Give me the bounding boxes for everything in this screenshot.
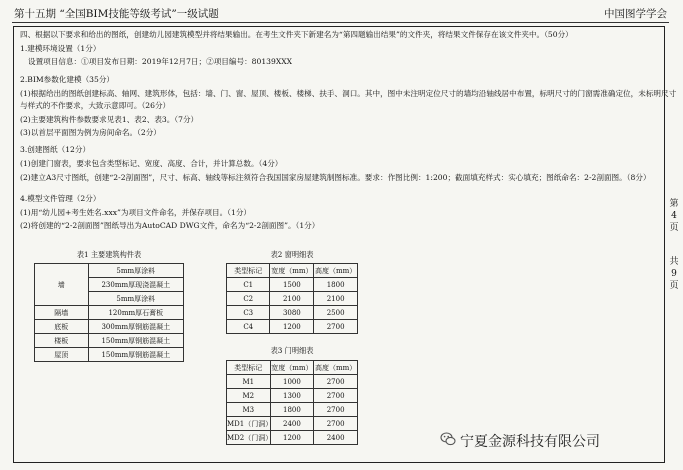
table-row: M1 1000 2700 <box>227 375 358 389</box>
table-cell: 底板 <box>35 320 89 334</box>
table-header: 高度（mm） <box>314 361 358 375</box>
table-row <box>35 306 184 320</box>
table-header: 类型标记 <box>227 361 271 375</box>
building-components-table <box>34 263 184 362</box>
table-row: MD2（门洞） 1200 2400 <box>227 431 358 445</box>
section-2-item-1-cont: 与样式的不作要求，大致示意即可。（26分） <box>20 101 171 110</box>
section-2-item-2: (2)主要建筑构件参数要求见表1、表2、表3。（7分） <box>20 115 199 124</box>
header-rule <box>12 22 669 23</box>
page-number-label: 第 4 页 <box>669 199 679 233</box>
table-row <box>35 348 184 362</box>
table-row: M3 1800 2700 <box>227 403 358 417</box>
table-cell: 150mm厚钢筋混凝土 <box>88 334 183 348</box>
table-cell: 300mm厚钢筋混凝土 <box>88 320 183 334</box>
section-3-title: 3.创建图纸（12分） <box>20 145 91 154</box>
table-header: 高度（mm） <box>314 264 358 278</box>
table-row: C4 1200 2700 <box>227 320 358 334</box>
total-pages-label: 共 9 页 <box>669 257 679 291</box>
issuer-name: 中国图学学会 <box>604 8 667 20</box>
table-header-row <box>227 264 358 278</box>
page-header <box>14 6 667 22</box>
exam-title: 第十五期 “全国BIM技能等级考试”一级试题 <box>14 8 219 20</box>
watermark-text: 宁夏金源科技有限公司 <box>460 434 600 450</box>
table-cell: 150mm厚钢筋混凝土 <box>88 348 183 362</box>
table-header-row <box>227 361 358 375</box>
section-2-item-1: (1)根据给出的图纸创建标高、轴网、建筑形体，包括：墙、门、窗、屋顶、楼板、楼梯、扶手、洞口。其中，图中未注明定位尺寸的墙均沿轴线居中布置，标明尺寸的门窗需准确定位，未标明尺寸 <box>20 89 677 98</box>
table-cell: 隔墙 <box>35 306 89 320</box>
table-cell: 屋顶 <box>35 348 89 362</box>
section-2-title: 2.BIM参数化建模（35分） <box>20 75 115 84</box>
question-intro: 四、根据以下要求和给出的图纸，创建幼儿园建筑模型并将结果输出。在考生文件夹下新建名为“第四题输出结果”的文件夹，将结果文件保存在该文件夹中。（50分） <box>20 30 573 39</box>
table2-caption: 表2 窗明细表 <box>270 250 314 259</box>
section-4-item-1: (1)用“幼儿园+考生姓名.xxx”为项目文件命名，并保存项目。（1分） <box>20 208 252 217</box>
table-row: C3 3080 2500 <box>227 306 358 320</box>
table-row <box>35 264 184 278</box>
section-1-title: 1.建模环境设置（1分） <box>20 44 101 53</box>
table-cell: 5mm厚涂料 <box>88 264 183 278</box>
table-row <box>35 334 184 348</box>
door-schedule-table <box>226 360 358 445</box>
table-row: M2 1300 2700 <box>227 389 358 403</box>
table-row: C2 2100 2100 <box>227 292 358 306</box>
table1-caption: 表1 主要建筑构件表 <box>76 250 142 259</box>
section-3-item-2: (2)建立A3尺寸图纸，创建“2-2剖面图”，尺寸、标高、轴线等标注须符合我国国家房屋建筑制图标准。要求：作图比例：1:200；截面填充样式：实心填充；图纸命名：2-2剖面图。（8分） <box>20 173 651 182</box>
table-row: C1 1500 1800 <box>227 278 358 292</box>
table-cell: 5mm厚涂料 <box>88 292 183 306</box>
table-row: MD1（门洞） 2400 2700 <box>227 417 358 431</box>
table-header: 宽度（mm） <box>270 264 314 278</box>
table-cell: 楼板 <box>35 334 89 348</box>
wall-label-cell: 墙 <box>35 264 89 306</box>
table-header: 类型标记 <box>227 264 270 278</box>
section-1-line: 设置项目信息：①项目发布日期：2019年12月7日；②项目编号：80139XXX <box>28 57 293 66</box>
table-cell: 230mm厚现浇混凝土 <box>88 278 183 292</box>
window-schedule-table <box>226 263 358 334</box>
table-header: 宽度（mm） <box>270 361 314 375</box>
section-3-item-1: (1)创建门窗表，要求包含类型标记、宽度、高度、合计，并计算总数。（4分） <box>20 159 283 168</box>
table-row <box>35 320 184 334</box>
section-4-title: 4.模型文件管理（2分） <box>20 194 101 203</box>
table3-caption: 表3 门明细表 <box>270 346 314 355</box>
section-2-item-3: (3)以首层平面图为例为房间命名。（2分） <box>20 128 161 137</box>
table-cell: 120mm厚石膏板 <box>88 306 183 320</box>
wechat-icon <box>440 431 456 447</box>
section-4-item-2: (2)将创建的“2-2剖面图”图纸导出为AutoCAD DWG文件，命名为“2-2剖面图”。（1分） <box>20 221 320 230</box>
